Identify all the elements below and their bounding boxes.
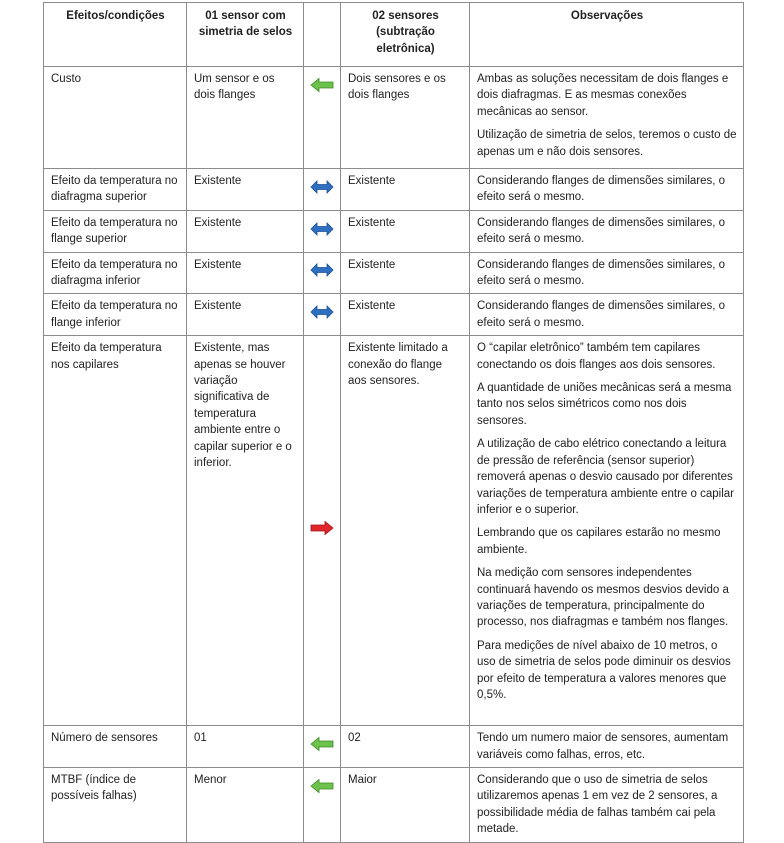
table-row — [44, 169, 744, 211]
two-sensors-cell: Existente — [341, 169, 470, 211]
two-sensors-cell: Existente — [341, 294, 470, 336]
table-row — [44, 210, 744, 252]
table-row — [44, 768, 744, 843]
arrow-cell — [304, 768, 341, 843]
two-sensors-cell: 02 — [341, 726, 470, 768]
one-sensor-cell: 01 — [187, 726, 304, 768]
one-sensor-cell: Existente — [187, 252, 304, 294]
observation-paragraph: Para medições de nível abaixo de 10 metros, o uso de simetria de selos pode diminuir os desvios por efeito de temperatura a valores menores que 0,5%. — [477, 639, 731, 701]
table-row — [44, 336, 744, 726]
comparison-table — [43, 2, 744, 843]
observations-cell — [470, 336, 744, 726]
effect-cell: Efeito da temperatura nos capilares — [44, 336, 187, 726]
two-sensors-cell: Maior — [341, 768, 470, 843]
observations-cell — [470, 768, 744, 843]
arrow-cell — [304, 169, 341, 211]
arrow-cell — [304, 294, 341, 336]
observation-paragraph: A utilização de cabo elétrico conectando a leitura de pressão de referência (sensor superior) removerá apenas o desvio causado por diferentes variações de temperatura ambiente entre o capilar inferior e o superior. — [477, 438, 734, 516]
observations-cell — [470, 726, 744, 768]
two-sensors-cell: Existente — [341, 252, 470, 294]
observation-paragraph: Utilização de simetria de selos, teremos o custo de apenas um e não dois sensores. — [477, 129, 737, 158]
effect-cell: MTBF (índice de possíveis falhas) — [44, 768, 187, 843]
one-sensor-cell: Existente — [187, 169, 304, 211]
one-sensor-cell: Um sensor e os dois flanges — [187, 67, 304, 169]
one-sensor-cell: Existente, mas apenas se houver variação significativa de temperatura ambiente entre o capilar superior e o inferior. — [187, 336, 304, 726]
observations-cell — [470, 169, 744, 211]
table-row — [44, 726, 744, 768]
header-two-sensors: 02 sensores (subtração eletrônica) — [341, 3, 470, 67]
arrow-cell — [304, 210, 341, 252]
observation-paragraph: Considerando flanges de dimensões similares, o efeito será o mesmo. — [477, 216, 726, 246]
observation-paragraph: O “capilar eletrônico” também tem capilares conectando os dois flanges aos dois sensores. — [477, 342, 716, 371]
effect-cell: Custo — [44, 67, 187, 169]
observations-cell — [470, 252, 744, 294]
header-observations: Observações — [470, 3, 744, 67]
observation-paragraph: Tendo um numero maior de sensores, aumentam variáveis como falhas, erros, etc. — [477, 732, 729, 761]
observation-paragraph: Considerando que o uso de simetria de selos utilizaremos apenas 1 em vez de 2 sensores, a possibilidade média de falhas também cai pela metade. — [477, 774, 718, 836]
observations-cell — [470, 67, 744, 169]
one-sensor-cell: Existente — [187, 210, 304, 252]
table-header-row — [44, 3, 744, 67]
effect-cell: Número de sensores — [44, 726, 187, 768]
effect-cell: Efeito da temperatura no flange inferior — [44, 294, 187, 336]
left-arrow-green-icon — [310, 743, 334, 755]
observation-paragraph: Lembrando que os capilares estarão no mesmo ambiente. — [477, 527, 721, 556]
table-row — [44, 67, 744, 169]
table-row — [44, 294, 744, 336]
two-sensors-cell: Dois sensores e os dois flanges — [341, 67, 470, 169]
table-row — [44, 252, 744, 294]
effect-cell: Efeito da temperatura no diafragma superior — [44, 169, 187, 211]
double-arrow-blue-icon — [310, 311, 334, 323]
effect-cell: Efeito da temperatura no diafragma inferior — [44, 252, 187, 294]
right-arrow-red-icon — [310, 527, 334, 539]
arrow-cell — [304, 336, 341, 726]
header-one-sensor: 01 sensor com simetria de selos — [187, 3, 304, 67]
observation-paragraph: A quantidade de uniões mecânicas será a mesma tanto nos selos simétricos como nos dois sensores. — [477, 382, 732, 427]
effect-cell: Efeito da temperatura no flange superior — [44, 210, 187, 252]
double-arrow-blue-icon — [310, 228, 334, 240]
two-sensors-cell: Existente — [341, 210, 470, 252]
observation-paragraph: Considerando flanges de dimensões similares, o efeito será o mesmo. — [477, 300, 726, 329]
observation-paragraph: Considerando flanges de dimensões similares, o efeito será o mesmo. — [477, 175, 726, 204]
double-arrow-blue-icon — [310, 269, 334, 281]
one-sensor-cell: Menor — [187, 768, 304, 843]
left-arrow-green-icon — [310, 785, 334, 797]
header-arrow-column — [304, 3, 341, 67]
header-effects: Efeitos/condições — [44, 3, 187, 67]
left-arrow-green-icon — [310, 84, 334, 96]
two-sensors-cell: Existente limitado a conexão do flange aos sensores. — [341, 336, 470, 726]
observation-paragraph: Na medição com sensores independentes continuará havendo os mesmos desvios devido a variações de temperatura, principalmente do processo, nos diafragmas e também nos flanges. — [477, 567, 729, 629]
arrow-cell — [304, 67, 341, 169]
observations-cell — [470, 294, 744, 336]
double-arrow-blue-icon — [310, 186, 334, 198]
observation-paragraph: Considerando flanges de dimensões similares, o efeito será o mesmo. — [477, 258, 726, 288]
observations-cell — [470, 210, 744, 252]
arrow-cell — [304, 252, 341, 294]
arrow-cell — [304, 726, 341, 768]
one-sensor-cell: Existente — [187, 294, 304, 336]
observation-paragraph: Ambas as soluções necessitam de dois flanges e dois diafragmas. E as mesmas conexões mecânicas ao sensor. — [477, 73, 729, 118]
